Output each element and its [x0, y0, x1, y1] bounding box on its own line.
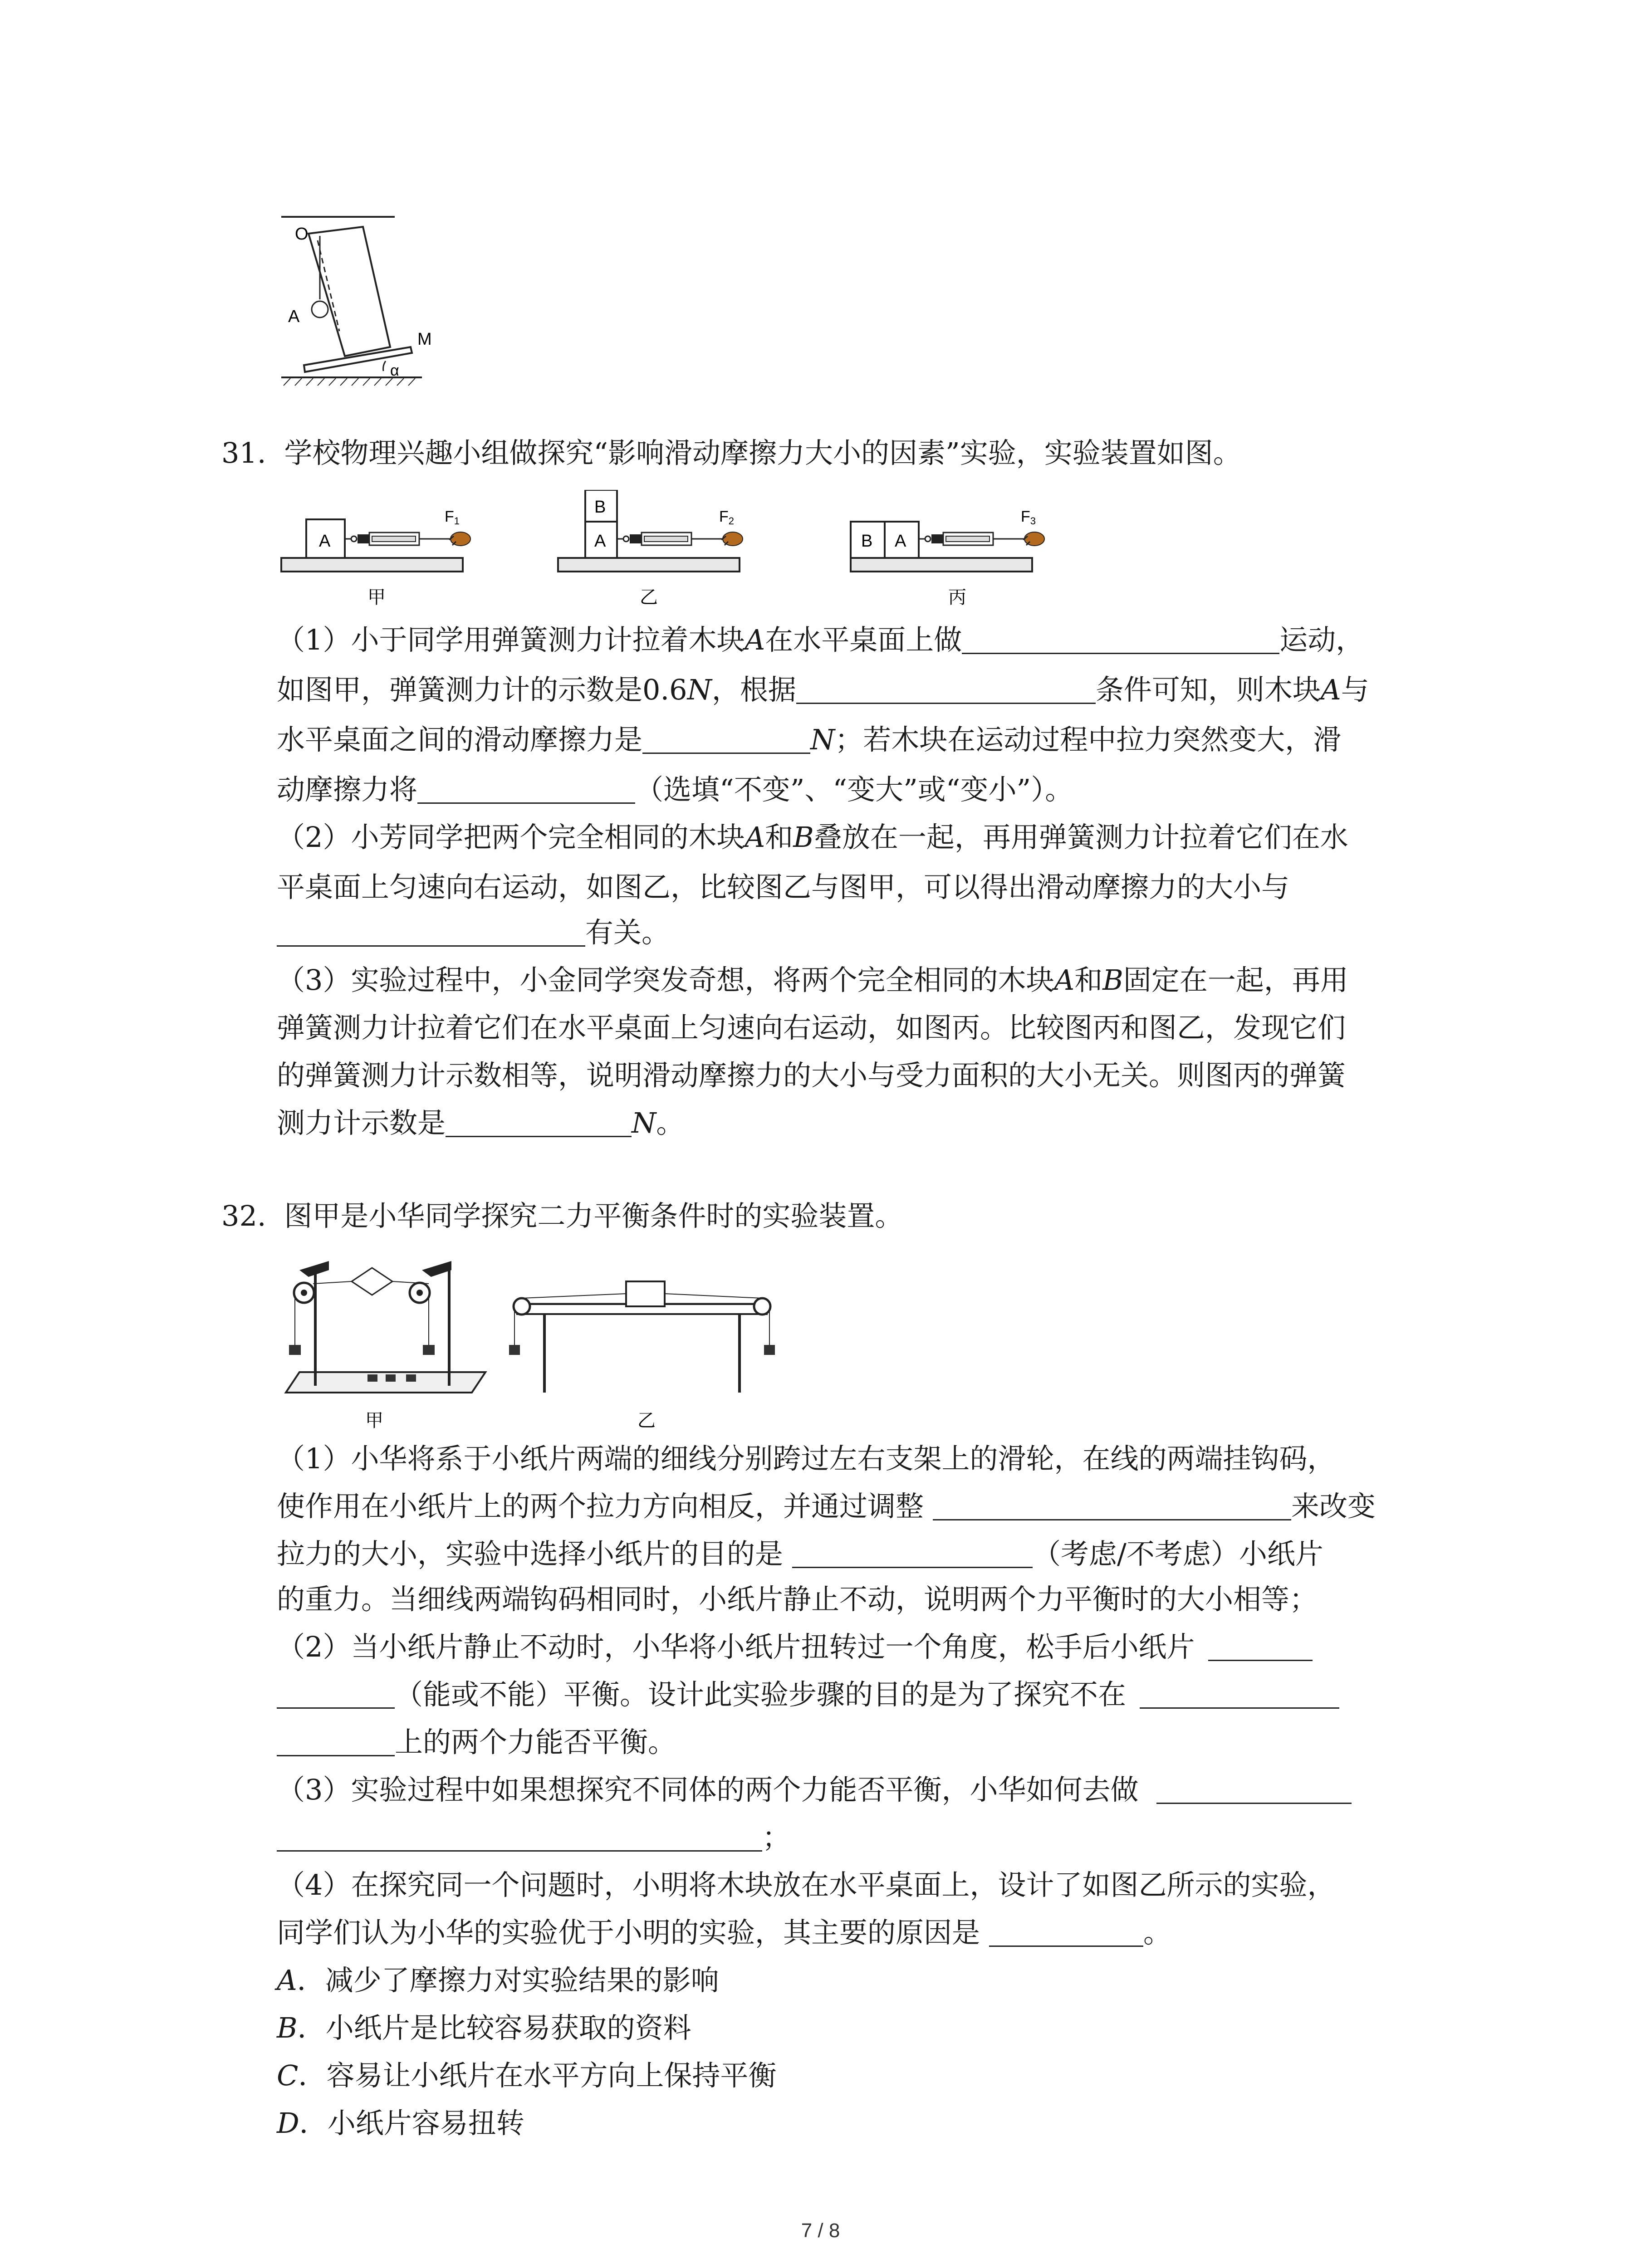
q32-option-c[interactable]: C．容易让小纸片在水平方向上保持平衡 [277, 2059, 777, 2092]
q32-p4-line2: 同学们认为小华的实验优于小明的实验，其主要的原因是 。 [277, 1916, 1172, 1949]
q32-option-b[interactable]: B．小纸片是比较容易获取的资料 [277, 2011, 691, 2044]
q31-p1-line4: 动摩擦力将 （选填“不变”、“变大”或“变小”）。 [277, 773, 1073, 806]
q31-stem: 学校物理兴趣小组做探究“影响滑动摩擦力大小的因素”实验，实验装置如图。 [284, 436, 1241, 469]
q31-cap-3: 丙 [948, 587, 966, 607]
q31-number: 31. [221, 436, 266, 469]
answer-blank[interactable] [962, 626, 1279, 654]
answer-blank[interactable] [417, 776, 635, 804]
q32-figure [272, 1243, 817, 1433]
answer-blank[interactable] [277, 1824, 762, 1852]
q32-p1-line3: 拉力的大小，实验中选择小纸片的目的是 （考虑/不考虑）小纸片 [277, 1537, 1323, 1570]
answer-blank[interactable] [277, 1681, 395, 1709]
page-number: 7 / 8 [801, 2219, 840, 2242]
q31-p2-line2: 平桌面上匀速向右运动，如图乙，比较图乙与图甲，可以得出滑动摩擦力的大小与 [277, 870, 1290, 904]
q32-p2-line1: （2）当小纸片静止不动时，小华将小纸片扭转过一个角度，松手后小纸片 [277, 1633, 1313, 1661]
q31-p3-line3: 的弹簧测力计示数相等，说明滑动摩擦力的大小与受力面积的大小无关。则图丙的弹簧 [277, 1059, 1346, 1092]
answer-blank[interactable] [1140, 1681, 1339, 1709]
q31-fig-a2: A [594, 532, 606, 551]
q32-option-a[interactable]: A．减少了摩擦力对实验结果的影响 [277, 1964, 719, 1997]
answer-blank[interactable] [792, 1540, 1033, 1568]
q31-p2-line1: （2）小芳同学把两个完全相同的木块A和B叠放在一起，再用弹簧测力计拉着它们在水 [277, 821, 1348, 854]
q31-p3-line1: （3）实验过程中，小金同学突发奇想，将两个完全相同的木块A和B固定在一起，再用 [277, 963, 1348, 997]
q31-p1-line3: 水平桌面之间的滑动摩擦力是 N；若木块在运动过程中拉力突然变大，滑 [277, 723, 1342, 756]
q32-p2-line2: （能或不能）平衡。设计此实验步骤的目的是为了探究不在 [277, 1681, 1339, 1709]
q32-stem: 图甲是小华同学探究二力平衡条件时的实验装置。 [284, 1199, 903, 1232]
q31-force2: F2 [719, 508, 735, 527]
q31-stem-line [221, 436, 1241, 469]
answer-blank[interactable] [277, 1729, 395, 1756]
q31-p2-line3: 有关。 [277, 919, 670, 947]
q32-p1-line2: 使作用在小纸片上的两个拉力方向相反，并通过调整 来改变 [277, 1490, 1376, 1523]
q31-fig-a1: A [319, 532, 331, 551]
answer-blank[interactable] [1208, 1633, 1313, 1661]
answer-blank[interactable] [446, 1110, 632, 1137]
q31-p1-line1: （1）小于同学用弹簧测力计拉着木块A在水平桌面上做 运动， [277, 623, 1364, 656]
answer-blank[interactable] [277, 919, 585, 947]
q32-p1-line4: 的重力。当细线两端钩码相同时，小纸片静止不动，说明两个力平衡时的大小相等； [277, 1583, 1318, 1616]
q32-p3-line2: ； [277, 1823, 790, 1852]
q32-p3-line1: （3）实验过程中如果想探究不同体的两个力能否平衡，小华如何去做 [277, 1776, 1352, 1804]
q31-figure [272, 490, 1180, 612]
q31-force3: F3 [1021, 508, 1036, 527]
q31-force1: F1 [445, 508, 460, 527]
pendulum-incline-figure [272, 209, 481, 390]
q31-fig-a3: A [895, 532, 906, 551]
answer-blank[interactable] [933, 1493, 1291, 1520]
answer-blank[interactable] [642, 726, 810, 754]
answer-blank[interactable] [796, 676, 1096, 704]
q32-number: 32. [221, 1199, 266, 1232]
answer-blank[interactable] [1156, 1776, 1352, 1804]
label-alpha: α [390, 362, 399, 379]
label-a: A [288, 307, 300, 326]
q32-cap-1: 甲 [365, 1411, 383, 1431]
label-o: O [295, 225, 309, 244]
q32-option-d[interactable]: D．小纸片容易扭转 [277, 2107, 524, 2140]
q32-p4-line1: （4）在探究同一个问题时，小明将木块放在水平桌面上，设计了如图乙所示的实验， [277, 1868, 1336, 1901]
label-m: M [417, 330, 432, 349]
q32-p2-line3: 上的两个力能否平衡。 [277, 1728, 676, 1756]
q31-fig-b2: B [594, 498, 606, 517]
q32-cap-2: 乙 [637, 1411, 656, 1431]
answer-blank[interactable] [989, 1919, 1143, 1947]
q32-stem-line [221, 1199, 903, 1232]
q31-fig-b3: B [861, 532, 873, 551]
q31-p3-line2: 弹簧测力计拉着它们在水平桌面上匀速向右运动，如图丙。比较图丙和图乙，发现它们 [277, 1011, 1346, 1044]
q31-cap-2: 乙 [640, 587, 658, 607]
q31-p3-line4: 测力计示数是 N。 [277, 1106, 685, 1139]
q31-cap-1: 甲 [367, 587, 386, 607]
q32-p1-line1: （1）小华将系于小纸片两端的细线分别跨过左右支架上的滑轮，在线的两端挂钩码， [277, 1442, 1336, 1475]
q31-p1-line2: 如图甲，弹簧测力计的示数是0.6N，根据 条件可知，则木块A与 [277, 673, 1369, 706]
